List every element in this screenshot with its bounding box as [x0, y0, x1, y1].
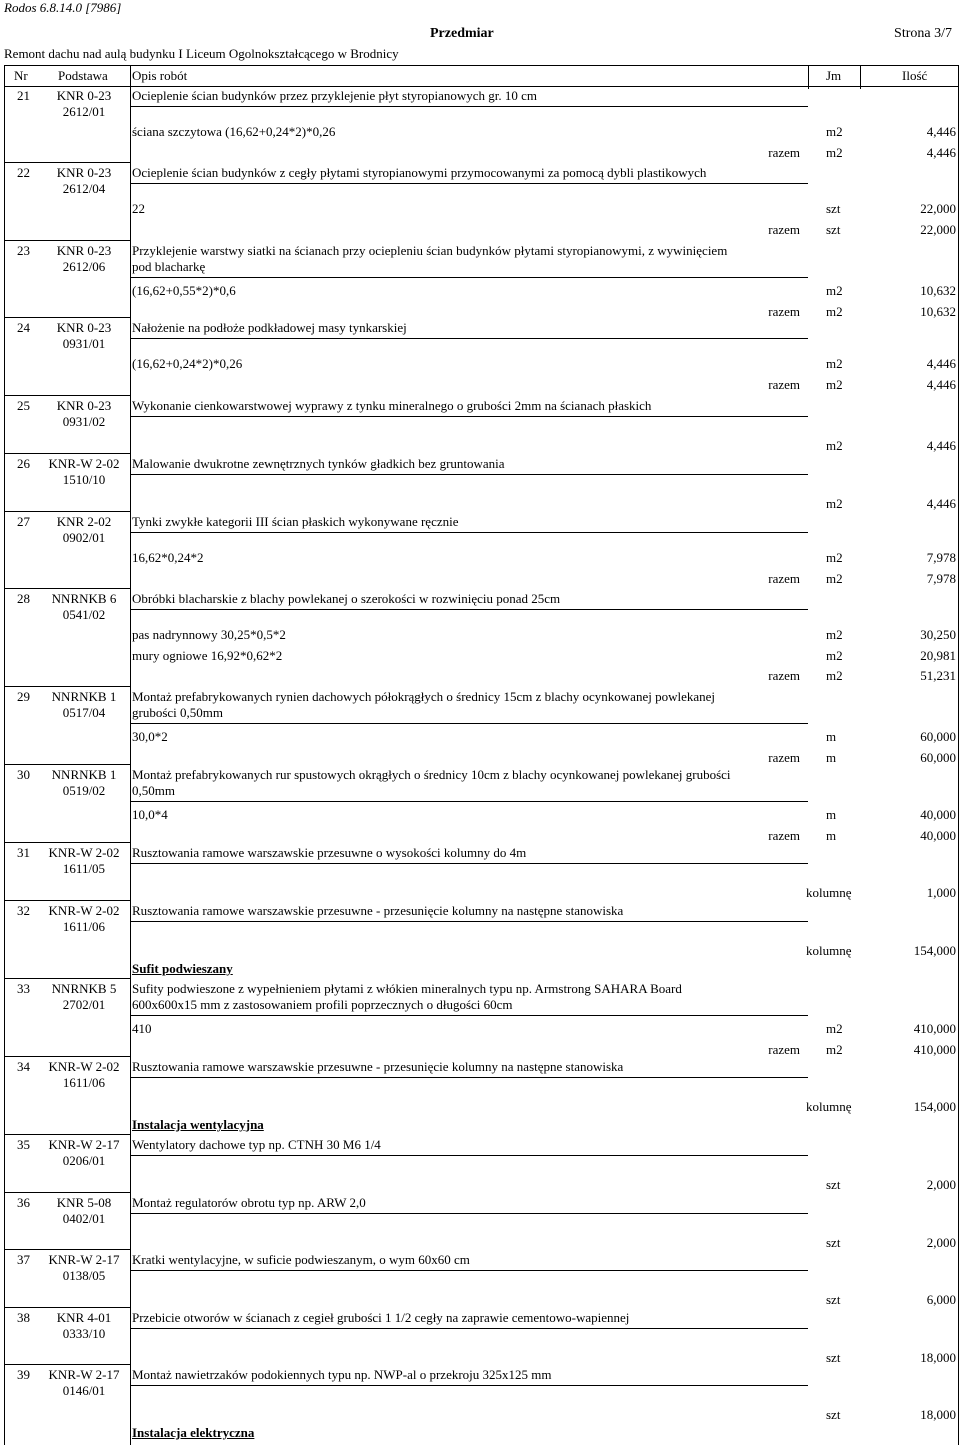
item-description: Montaż nawietrzaków podokiennych typu np. NWP-al o przekroju 325x125 mm: [132, 1367, 552, 1382]
measurement-formula: mury ogniowe 16,92*0,62*2: [132, 647, 283, 663]
description-underline: [130, 863, 808, 864]
unit: m2: [826, 496, 843, 511]
unit: m2: [826, 1041, 843, 1057]
quantity: 40,000: [920, 807, 956, 822]
measurement-formula: (16,62+0,24*2)*0,26: [132, 356, 243, 371]
quantity: 2,000: [926, 1177, 956, 1192]
unit: m2: [826, 283, 843, 298]
col-header-podstawa: Podstawa: [58, 68, 108, 83]
unit: m2: [826, 144, 843, 160]
razem-label: razem: [768, 221, 800, 237]
item-description: Malowanie dwukrotne zewnętrznych tynków gładkich bez gruntowania: [132, 456, 505, 471]
quantity: 4,446: [926, 496, 956, 511]
item-description: Wykonanie cienkowarstwowej wyprawy z tynku mineralnego o grubości 2mm na ścianach płaskich: [132, 398, 652, 413]
quantity: 4,446: [926, 356, 956, 371]
item-basis: KNR 0-23: [56, 398, 112, 413]
razem-label: razem: [768, 570, 800, 586]
quantity: 4,446: [926, 376, 956, 392]
quantity: 40,000: [920, 827, 956, 843]
quantity: 10,632: [920, 303, 956, 319]
item-description: Montaż prefabrykowanych rynien dachowych półokrągłych o średnicy 15cm z blachy ocynkowanej powlekanej: [132, 689, 715, 704]
razem-label: razem: [768, 749, 800, 765]
quantity: 18,000: [920, 1350, 956, 1365]
quantity: 4,446: [926, 124, 956, 139]
description-underline: [130, 1015, 808, 1016]
unit: szt: [826, 1292, 841, 1307]
measurement-formula: 30,0*2: [132, 729, 168, 744]
row-divider: [4, 764, 130, 765]
item-basis-code: 1611/06: [62, 1075, 106, 1090]
quantity: 7,978: [926, 550, 956, 565]
col-header-opis: Opis robót: [132, 68, 188, 83]
item-basis-code: 1510/10: [62, 472, 106, 487]
item-description: Rusztowania ramowe warszawskie przesuwne - przesunięcie kolumny na następne stanowiska: [132, 1059, 624, 1074]
unit: m2: [826, 1021, 843, 1036]
quantity: 7,978: [926, 570, 956, 586]
description-underline: [130, 106, 808, 107]
quantity: 4,446: [926, 438, 956, 453]
item-basis-code: 0931/01: [62, 336, 106, 351]
measurement-formula: 22: [132, 201, 145, 216]
row-divider: [4, 1134, 130, 1135]
item-basis-code: 0138/05: [62, 1268, 106, 1283]
row-divider: [4, 240, 130, 241]
item-description: Nałożenie na podłoże podkładowej masy tynkarskiej: [132, 320, 407, 335]
item-description: grubości 0,50mm: [132, 705, 223, 720]
col-header-jm: Jm: [826, 68, 842, 83]
row-divider: [4, 317, 130, 318]
item-description: Sufity podwieszone z wypełnieniem płytami z włókien mineralnych typu np. Armstrong SAHARA Board: [132, 981, 682, 996]
col-divider-podstawa: [130, 65, 131, 1445]
table-right-border: [958, 65, 959, 1445]
item-basis: KNR-W 2-02: [48, 903, 120, 918]
quantity: 410,000: [913, 1021, 956, 1036]
item-basis-code: 2612/06: [62, 259, 106, 274]
row-divider: [4, 978, 130, 979]
quantity: 154,000: [913, 943, 956, 958]
item-basis: KNR-W 2-17: [48, 1367, 120, 1382]
unit: m2: [826, 647, 843, 663]
razem-label: razem: [768, 668, 800, 683]
row-divider: [4, 395, 130, 396]
item-number: 28: [17, 591, 30, 606]
item-number: 26: [17, 456, 30, 471]
item-basis-code: 0931/02: [62, 414, 106, 429]
measurement-formula: (16,62+0,55*2)*0,6: [132, 283, 236, 298]
row-divider: [4, 1249, 130, 1250]
unit: szt: [826, 1235, 841, 1250]
item-basis-code: 0517/04: [62, 705, 106, 720]
item-basis: KNR 4-01: [56, 1310, 112, 1325]
item-description: Wentylatory dachowe typ np. CTNH 30 M6 1/4: [132, 1137, 381, 1152]
page-number: Strona 3/7: [894, 26, 952, 41]
item-number: 36: [17, 1195, 30, 1210]
item-description: pod blacharkę: [132, 259, 206, 274]
item-number: 33: [17, 981, 30, 996]
item-number: 23: [17, 243, 30, 258]
unit: szt: [826, 221, 841, 237]
description-underline: [130, 801, 808, 802]
quantity: 22,000: [920, 201, 956, 216]
description-underline: [130, 723, 808, 724]
unit: m2: [826, 627, 843, 642]
item-basis-code: 1611/05: [62, 861, 106, 876]
row-divider: [4, 588, 130, 589]
col-divider-jm: [808, 65, 809, 89]
description-underline: [130, 416, 808, 417]
measurement-formula: 10,0*4: [132, 807, 168, 822]
quantity: 6,000: [926, 1292, 956, 1307]
unit: m2: [826, 668, 843, 683]
row-divider: [4, 511, 130, 512]
quantity: 30,250: [920, 627, 956, 642]
description-underline: [130, 1077, 808, 1078]
item-basis: KNR 0-23: [56, 243, 112, 258]
unit: kolumnę: [806, 885, 852, 900]
measurement-formula: ściana szczytowa (16,62+0,24*2)*0,26: [132, 124, 336, 139]
unit: kolumnę: [806, 943, 852, 958]
item-basis: NNRNKB 1: [51, 767, 117, 782]
item-number: 25: [17, 398, 30, 413]
item-description: Ocieplenie ścian budynków z cegły płytami styropianowymi przymocowanymi za pomocą dybli plastikowych: [132, 165, 707, 180]
description-underline: [130, 1328, 808, 1329]
item-description: 600x600x15 mm z zastosowaniem profili poprzecznych o długości 60cm: [132, 997, 513, 1012]
item-description: Montaż prefabrykowanych rur spustowych okrągłych o średnicy 10cm z blachy ocynkowanej powlekanej grubości: [132, 767, 731, 782]
item-basis: NNRNKB 6: [51, 591, 117, 606]
item-number: 27: [17, 514, 30, 529]
item-basis: KNR-W 2-17: [48, 1137, 120, 1152]
quantity: 410,000: [913, 1041, 956, 1057]
row-divider: [4, 162, 130, 163]
quantity: 22,000: [920, 221, 956, 237]
quantity: 2,000: [926, 1235, 956, 1250]
item-number: 32: [17, 903, 30, 918]
item-basis: KNR 5-08: [56, 1195, 112, 1210]
razem-label: razem: [768, 144, 800, 160]
item-basis: KNR 0-23: [56, 88, 112, 103]
col-header-ilosc: Ilość: [902, 68, 928, 83]
measurement-formula: 16,62*0,24*2: [132, 550, 204, 565]
unit: m2: [826, 124, 843, 139]
item-basis-code: 0902/01: [62, 530, 106, 545]
item-number: 24: [17, 320, 30, 335]
item-number: 21: [17, 88, 30, 103]
unit: kolumnę: [806, 1099, 852, 1114]
row-divider: [4, 1192, 130, 1193]
item-basis-code: 1611/06: [62, 919, 106, 934]
description-underline: [130, 1270, 808, 1271]
quantity: 1,000: [926, 885, 956, 900]
item-basis-code: 2612/04: [62, 181, 106, 196]
measurement-formula: 410: [132, 1021, 152, 1036]
item-description: Montaż regulatorów obrotu typ np. ARW 2,0: [132, 1195, 366, 1210]
row-divider: [4, 1307, 130, 1308]
unit: m2: [826, 438, 843, 453]
section-heading: Sufit podwieszany: [132, 961, 233, 976]
quantity: 60,000: [920, 749, 956, 765]
col-divider-ilosc: [860, 65, 861, 89]
quantity: 10,632: [920, 283, 956, 298]
item-description: 0,50mm: [132, 783, 175, 798]
description-underline: [130, 1155, 808, 1156]
unit: m: [826, 749, 837, 765]
quantity: 4,446: [926, 144, 956, 160]
item-basis: KNR 2-02: [56, 514, 112, 529]
item-basis-code: 2612/01: [62, 104, 106, 119]
item-description: Przyklejenie warstwy siatki na ścianach przy ociepleniu ścian budynków płytami styropianowymi, z wywinięciem: [132, 243, 728, 258]
unit: szt: [826, 1177, 841, 1192]
section-heading: Instalacja elektryczna: [132, 1425, 255, 1440]
item-basis-code: 0541/02: [62, 607, 106, 622]
razem-label: razem: [768, 1041, 800, 1057]
item-number: 37: [17, 1252, 30, 1267]
row-divider: [4, 842, 130, 843]
measurement-formula: pas nadrynnowy 30,25*0,5*2: [132, 627, 286, 642]
doc-title: Przedmiar: [430, 26, 494, 41]
description-underline: [130, 1213, 808, 1214]
razem-label: razem: [768, 376, 800, 392]
item-description: Kratki wentylacyjne, w suficie podwieszanym, o wym 60x60 cm: [132, 1252, 470, 1267]
item-description: Rusztowania ramowe warszawskie przesuwne - przesunięcie kolumny na następne stanowiska: [132, 903, 624, 918]
item-description: Tynki zwykłe kategorii III ścian płaskich wykonywane ręcznie: [132, 514, 459, 529]
item-basis-code: 0333/10: [62, 1326, 106, 1341]
item-basis-code: 0519/02: [62, 783, 106, 798]
item-basis: KNR-W 2-02: [48, 1059, 120, 1074]
section-heading: Instalacja wentylacyjna: [132, 1117, 264, 1132]
item-basis-code: 0146/01: [62, 1383, 106, 1398]
unit: m: [826, 729, 837, 744]
quantity: 60,000: [920, 729, 956, 744]
item-basis-code: 0402/01: [62, 1211, 106, 1226]
item-basis: KNR-W 2-02: [48, 456, 120, 471]
unit: m: [826, 827, 837, 843]
item-description: Przebicie otworów w ścianach z cegieł grubości 1 1/2 cegły na zaprawie cementowo-wapiennej: [132, 1310, 630, 1325]
unit: m2: [826, 550, 843, 565]
item-basis-code: 0206/01: [62, 1153, 106, 1168]
item-number: 29: [17, 689, 30, 704]
item-description: Rusztowania ramowe warszawskie przesuwne o wysokości kolumny do 4m: [132, 845, 527, 860]
item-number: 39: [17, 1367, 30, 1382]
unit: szt: [826, 201, 841, 216]
item-number: 34: [17, 1059, 30, 1074]
item-number: 31: [17, 845, 30, 860]
item-number: 38: [17, 1310, 30, 1325]
unit: m: [826, 807, 837, 822]
description-underline: [130, 609, 808, 610]
item-basis: KNR-W 2-17: [48, 1252, 120, 1267]
row-divider: [4, 1364, 130, 1365]
header-bottom-border: [4, 86, 958, 87]
app-version: Rodos 6.8.14.0 [7986]: [4, 0, 122, 15]
description-underline: [130, 1385, 808, 1386]
item-basis: NNRNKB 1: [51, 689, 117, 704]
quantity: 20,981: [920, 647, 956, 663]
item-basis-code: 2702/01: [62, 997, 106, 1012]
item-description: Ocieplenie ścian budynków przez przyklejenie płyt styropianowych gr. 10 cm: [132, 88, 538, 103]
unit: szt: [826, 1350, 841, 1365]
description-underline: [130, 474, 808, 475]
row-divider: [4, 686, 130, 687]
col-header-nr: Nr: [14, 68, 28, 83]
quantity: 18,000: [920, 1407, 956, 1422]
item-basis: KNR-W 2-02: [48, 845, 120, 860]
description-underline: [130, 338, 808, 339]
item-description: Obróbki blacharskie z blachy powlekanej o szerokości w rozwinięciu ponad 25cm: [132, 591, 561, 606]
description-underline: [130, 921, 808, 922]
row-divider: [4, 453, 130, 454]
item-basis: KNR 0-23: [56, 320, 112, 335]
unit: szt: [826, 1407, 841, 1422]
project-title: Remont dachu nad aulą budynku I Liceum Ogolnokształcącego w Brodnicy: [4, 46, 399, 61]
item-number: 35: [17, 1137, 30, 1152]
unit: m2: [826, 570, 843, 586]
description-underline: [130, 277, 808, 278]
header-top-border: [4, 65, 958, 66]
row-divider: [4, 900, 130, 901]
description-underline: [130, 183, 808, 184]
item-number: 22: [17, 165, 30, 180]
quantity: 154,000: [913, 1099, 956, 1114]
unit: m2: [826, 303, 843, 319]
row-divider: [4, 1056, 130, 1057]
unit: m2: [826, 356, 843, 371]
item-basis: KNR 0-23: [56, 165, 112, 180]
razem-label: razem: [768, 303, 800, 319]
description-underline: [130, 532, 808, 533]
quantity: 51,231: [920, 668, 956, 683]
table-left-border: [4, 65, 5, 1445]
unit: m2: [826, 376, 843, 392]
razem-label: razem: [768, 827, 800, 843]
item-basis: NNRNKB 5: [51, 981, 117, 996]
item-number: 30: [17, 767, 30, 782]
